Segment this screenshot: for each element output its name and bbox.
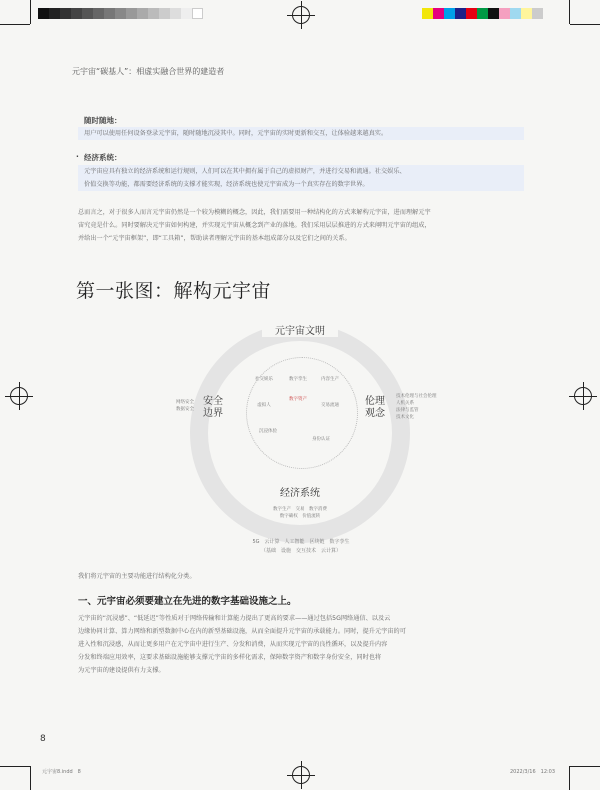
center-item: 沉浸体验	[259, 429, 277, 434]
color-bar	[422, 8, 543, 19]
label-line: 安全	[203, 396, 223, 407]
subheading: 一、元宇宙必须要建立在先进的数字基础设施之上。	[78, 596, 297, 607]
label-line: 观念	[365, 408, 385, 419]
block-text-anytime: 用户可以使用任何设备登录元宇宙，随时随地沉浸其中。同时，元宇宙的实时更新和交互，让体验越来越真实。	[78, 127, 524, 140]
note: 5G 云计算 人工智能 区块链 数字孪生	[252, 539, 350, 545]
note: （基础 设施 交互技术 云计算）	[260, 548, 341, 554]
footer-file-info: 元宇宙8.indd 8	[42, 769, 81, 775]
diagram-left-label	[198, 396, 228, 420]
diagram-bottom-label: 经济系统	[262, 484, 338, 499]
crop-mark	[569, 0, 570, 24]
text-line: 元宇宙应具有独立的经济系统和运行规则，人们可以在其中拥有属于自己的虚拟财产，并进行交易和流通。社交娱乐、	[84, 168, 406, 175]
bottom-notes	[240, 506, 360, 520]
text-line: 边缘协同计算、算力网络和新型数据中心在内的新型基础设施，从而全面提升元宇宙的承载能力。同时，提升元宇宙的可	[78, 628, 406, 635]
footer-timestamp: 2022/3/16 12:03	[510, 769, 556, 775]
paragraph-infrastructure	[78, 612, 528, 677]
text-line: 进入性和沉浸感，从而让更多用户在元宇宙中进行生产、分发和消费，从而实现元宇宙的良性循环，以及提升内容	[78, 641, 388, 648]
label-line: 边界	[203, 408, 223, 419]
crop-mark	[569, 766, 570, 790]
diagram-right-label	[360, 396, 390, 420]
label-line: 伦理	[365, 396, 385, 407]
right-notes	[396, 393, 466, 421]
center-item: 交易流通	[321, 403, 339, 408]
note: 技术文化	[396, 415, 414, 420]
registration-mark	[10, 387, 28, 405]
base-notes	[236, 538, 366, 556]
text-line: 宙究竟是什么。同时要解决元宇宙如何构建，并实现元宇宙从概念到产业的落地。我们采用层层推进的方式来阐明元宇宙的组成，	[78, 222, 431, 229]
registration-mark	[292, 766, 310, 784]
crop-mark	[30, 0, 31, 24]
block-label-economy: 经济系统：	[84, 153, 122, 162]
grayscale-bar	[38, 8, 203, 19]
text-line: 元宇宙的“沉浸感”、“低延迟”等性质对于网络传输和计算能力提出了更高的要求——通过包括5G网络通信、以及云	[78, 615, 391, 622]
center-item: 内容生产	[321, 377, 339, 382]
crop-mark	[0, 766, 30, 767]
paragraph-intro	[78, 206, 528, 245]
block-text-economy	[78, 165, 524, 191]
note: 数字生产 交易 数字消费	[273, 507, 327, 512]
note: 数据安全	[176, 407, 194, 412]
diagram-top-label: 元宇宙文明	[262, 322, 338, 337]
note: 技术伦理与社会伦理	[396, 394, 437, 399]
diagram-inner-circle	[246, 357, 358, 469]
block-label-anytime: 随时随地：	[84, 116, 122, 125]
note: 法律与监管	[396, 408, 419, 413]
registration-mark	[574, 387, 592, 405]
note: 人机关系	[396, 401, 414, 406]
economy-bullet: ·	[76, 152, 79, 161]
text-line: 为元宇宙的建设提供有力支撑。	[78, 667, 165, 674]
registration-mark	[292, 6, 310, 24]
paragraph-classification: 我们将元宇宙的主要功能进行结构化分类。	[78, 573, 196, 580]
crop-mark	[0, 24, 30, 25]
left-notes	[160, 399, 194, 413]
running-head: 元宇宙“碳基人”：相虚实融合世界的建造者	[72, 67, 225, 76]
center-item: 虚拟人	[257, 403, 271, 408]
text-line: 总而言之，对于很多人而言元宇宙仍然是一个较为模糊的概念，因此，我们需要用一种结构化的方式来解构元宇宙，进而理解元宇	[78, 209, 431, 216]
center-item: 数字资产	[289, 397, 307, 402]
text-line: 分发和终端应用效率，这要求基础设施能够支撑元宇宙的多样化需求，保障数字资产和数字身份安全，同时也将	[78, 654, 382, 661]
text-line: 并给出一个“元宇宙框架”，即“工具箱”，帮助读者理解元宇宙的基本组成部分以及它们之间的关系。	[78, 235, 351, 242]
note: 数字确权 价值流转	[279, 514, 321, 519]
page-number: 8	[40, 734, 46, 744]
center-item: 数字孪生	[289, 377, 307, 382]
center-item: 社交娱乐	[255, 377, 273, 382]
note: 网络安全	[176, 400, 194, 405]
text-line: 价值交换等功能，都需要经济系统的支撑才能实现，经济系统也使元宇宙成为一个真实存在的数字世界。	[84, 181, 369, 188]
center-item: 身份认证	[312, 437, 330, 442]
crop-mark	[570, 766, 600, 767]
crop-mark	[30, 766, 31, 790]
crop-mark	[570, 24, 600, 25]
section-title: 第一张图：解构元宇宙	[76, 280, 272, 302]
